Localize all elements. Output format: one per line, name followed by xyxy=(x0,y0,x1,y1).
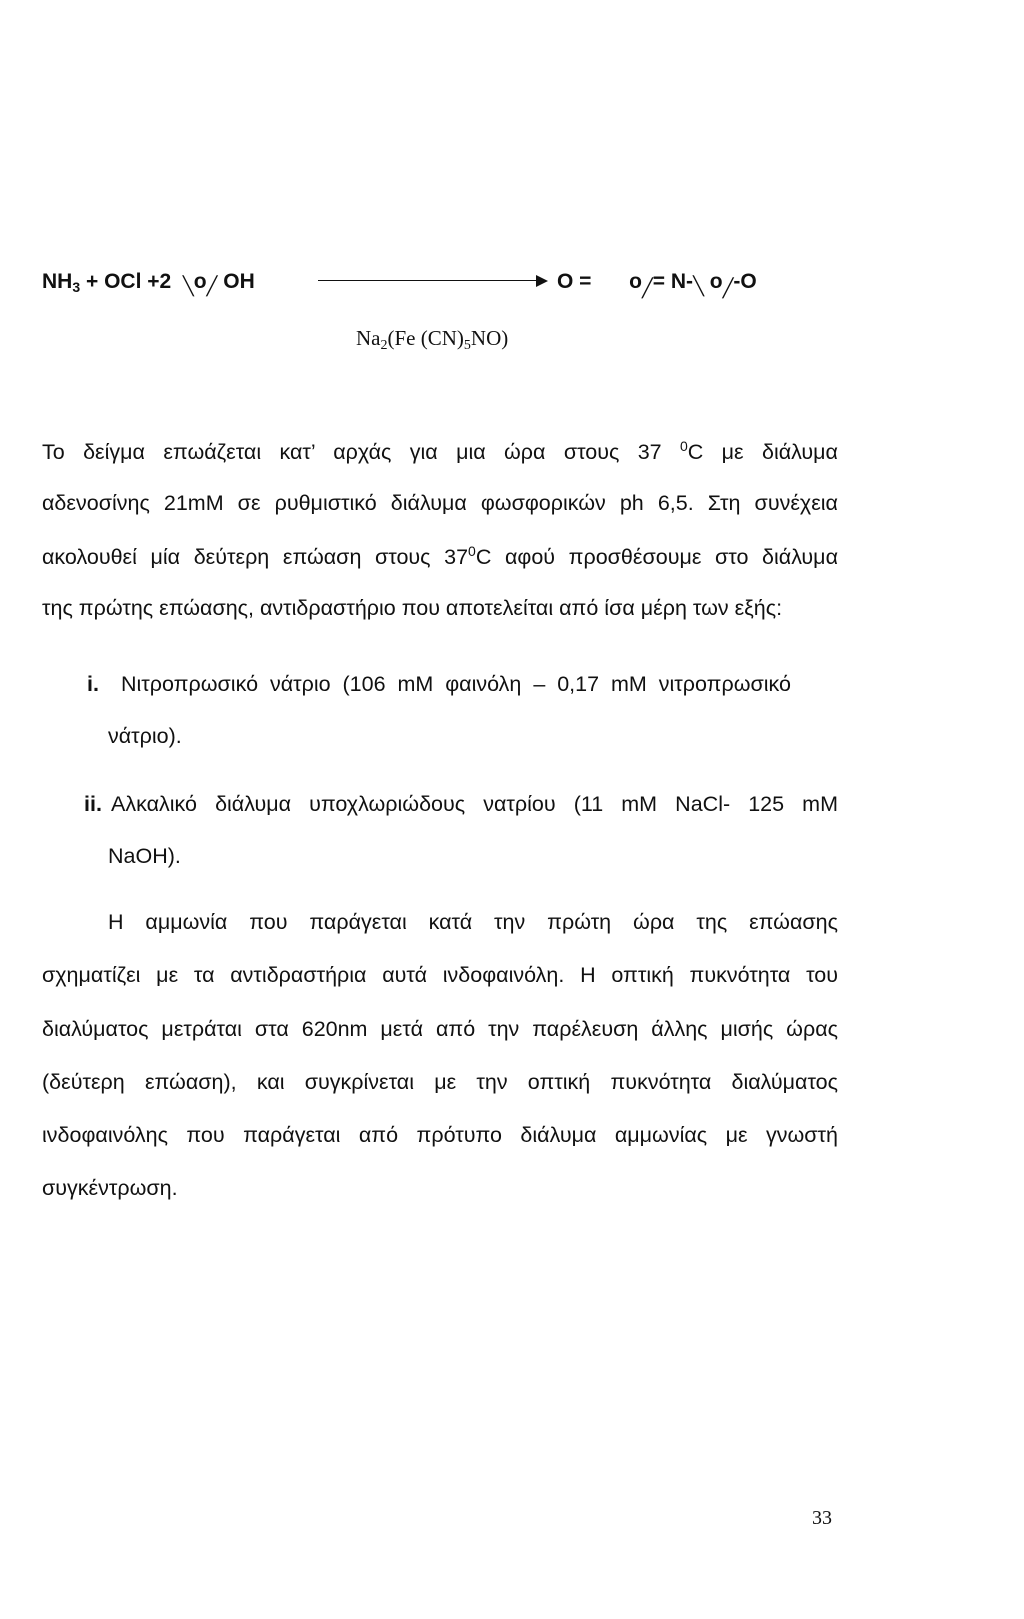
p1-line3-sup: 0 xyxy=(468,543,476,559)
paragraph2-line5: ινδοφαινόλης που παράγεται από πρότυπο διάλυμα αμμωνίας με γνωστή xyxy=(42,1123,838,1147)
reactant-rest: + OCl +2 xyxy=(80,270,178,293)
paragraph1-line3 xyxy=(42,543,838,570)
reaction-catalyst xyxy=(356,326,508,354)
p1-line1-a: Το δείγμα επωάζεται κατ’ αρχάς για μια ώρα στους 37 xyxy=(42,440,680,465)
p1-line1-b: C με διάλυμα xyxy=(687,440,838,465)
reactant-nh: NH xyxy=(42,270,73,293)
reactant-oh: OH xyxy=(223,270,255,293)
paragraph1-line2: αδενοσίνης 21mM σε ρυθμιστικό διάλυμα φωσφορικών ph 6,5. Στη συνέχεια xyxy=(42,491,838,515)
product-mid: = N- xyxy=(652,270,694,293)
product-end: -O xyxy=(733,270,757,293)
ring-left: o xyxy=(193,270,207,293)
p1-line3-b: C αφού προσθέσουμε στο διάλυμα xyxy=(475,545,838,570)
catalyst-fe: (Fe (CN) xyxy=(387,326,464,350)
reaction-arrow-head-icon xyxy=(536,275,548,287)
paragraph2-line6: συγκέντρωση. xyxy=(42,1176,178,1200)
list-item-2-text: Αλκαλικό διάλυμα υποχλωριώδους νατρίου (11 mM NaCl- 125 mM xyxy=(111,792,838,816)
catalyst-na: Na xyxy=(356,326,381,350)
ring-right: o xyxy=(709,270,723,293)
catalyst-sub-2: 2 xyxy=(380,338,388,353)
ring-mid-bond-icon: ╱ xyxy=(641,278,653,298)
paragraph2-line3: διαλύματος μετράται στα 620nm μετά από την παρέλευση άλλης μισής ώρας xyxy=(42,1017,838,1041)
paragraph2-line4: (δεύτερη επώαση), και συγκρίνεται με την οπτική πυκνότητα διαλύματος xyxy=(42,1070,838,1094)
list-item-1-continuation: νάτριο). xyxy=(108,724,182,748)
reaction-arrow xyxy=(318,280,544,281)
page-number: 33 xyxy=(812,1507,832,1529)
list-item-1-number: i. xyxy=(87,672,99,696)
list-item-2-number: ii. xyxy=(84,792,102,816)
paragraph2-line1: Η αμμωνία που παράγεται κατά την πρώτη ώρα της επώασης xyxy=(108,910,838,934)
ring-bond-left-icon: ╲ xyxy=(182,276,194,296)
reaction-reactants xyxy=(42,268,255,301)
paragraph2-line2: σχηματίζει με τα αντιδραστήρια αυτά ινδοφαινόλη. Η οπτική πυκνότητα του xyxy=(42,963,838,987)
p1-line1-sup: 0 xyxy=(679,438,688,454)
ring-mid: o xyxy=(629,270,642,293)
ring-bond-right-icon: ╱ xyxy=(206,276,218,296)
reaction-product xyxy=(557,268,757,296)
catalyst-sub-5: 5 xyxy=(463,338,471,353)
product-start: O = xyxy=(557,270,592,293)
catalyst-no: NO) xyxy=(470,326,509,350)
ring-right-bond-icon: ╱ xyxy=(722,278,734,298)
list-item-2-continuation: NaOH). xyxy=(108,844,181,868)
p1-line3-a: ακολουθεί μία δεύτερη επώαση στους 37 xyxy=(42,545,469,570)
paragraph1-line4: της πρώτης επώασης, αντιδραστήριο που αποτελείται από ίσα μέρη των εξής: xyxy=(42,596,783,620)
list-item-1-text: Νιτροπρωσικό νάτριο (106 mM φαινόλη – 0,17 mM νιτροπρωσικό xyxy=(121,672,791,696)
ring-right-bond-left-icon: ╲ xyxy=(693,276,704,296)
reactant-subscript-3: 3 xyxy=(72,279,81,295)
paragraph1-line1 xyxy=(42,438,838,465)
